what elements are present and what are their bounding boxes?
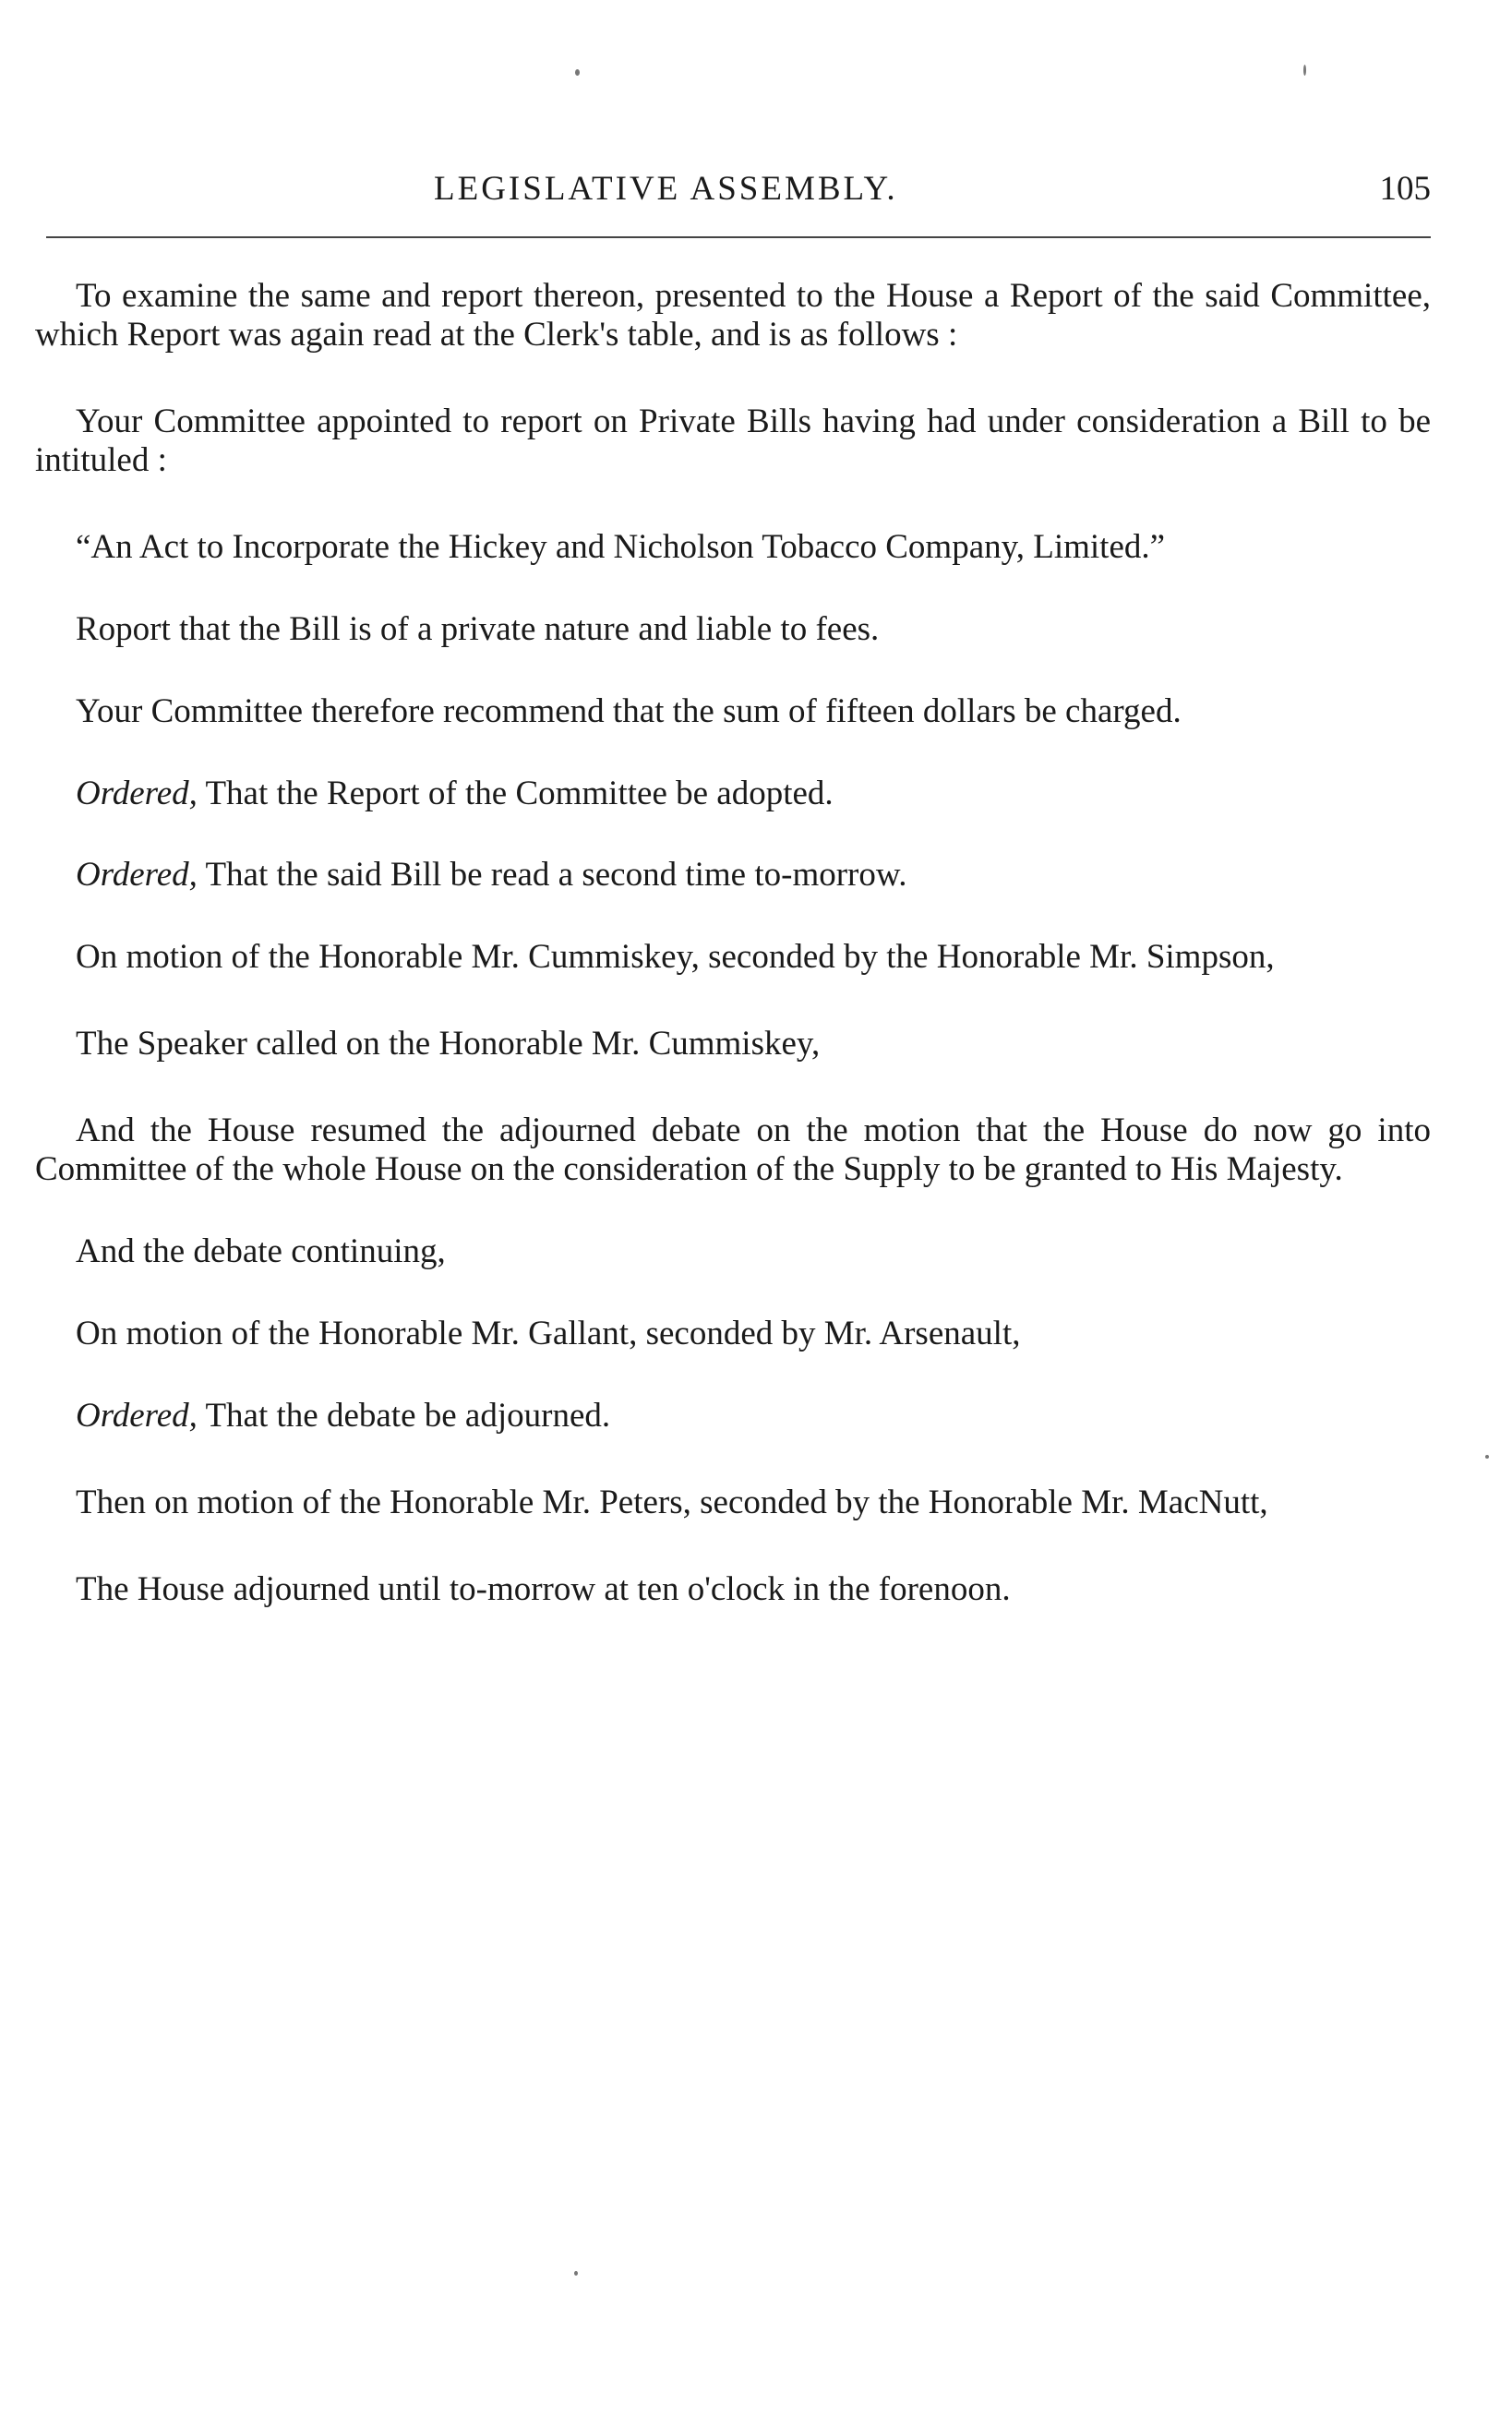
paragraph-motion-cummiskey: On motion of the Honorable Mr. Cummiskey, seconded by the Honorable Mr. Simpson, (76, 938, 1275, 976)
order-lead: Ordered, (76, 856, 198, 894)
paragraph-debate-continuing: And the debate continuing, (76, 1232, 446, 1270)
paragraph-order-adopted (35, 775, 1431, 813)
page-number: 105 (1379, 170, 1431, 208)
paragraph-house-adjourned: The House adjourned until to-morrow at ten o'clock in the forenoon. (76, 1570, 1011, 1608)
order-text: That the Report of the Committee be adopted. (197, 775, 834, 812)
paragraph-debate-resumed: And the House resumed the adjourned debate on the motion that the House do now go into Committee of the whole House on the consideration of the Supply to be granted to His Majesty. (35, 1111, 1431, 1188)
paragraph-motion-gallant: On motion of the Honorable Mr. Gallant, seconded by Mr. Arsenault, (76, 1315, 1021, 1352)
paragraph-bill-title: “An Act to Incorporate the Hickey and Nicholson Tobacco Company, Limited.” (76, 528, 1166, 566)
body-text (35, 277, 1431, 1609)
header-rule (46, 236, 1431, 238)
order-text: That the said Bill be read a second time to-morrow. (197, 856, 907, 894)
print-speck (575, 69, 580, 76)
page-header (46, 169, 1431, 215)
paragraph-order-second-reading (35, 856, 1431, 895)
paragraph-report-fees: Roport that the Bill is of a private nature and liable to fees. (76, 610, 880, 648)
paragraph-committee-report: To examine the same and report thereon, presented to the House a Report of the said Committee, which Report was again read at the Clerk's table, and is as follows : (35, 277, 1431, 354)
print-speck (1485, 1455, 1489, 1459)
print-speck (1303, 65, 1306, 76)
paragraph-speaker-called: The Speaker called on the Honorable Mr. Cummiskey, (76, 1025, 821, 1063)
order-lead: Ordered, (76, 775, 198, 812)
running-head: LEGISLATIVE ASSEMBLY. (434, 170, 898, 208)
print-speck (574, 2271, 578, 2276)
order-lead: Ordered, (76, 1397, 198, 1435)
order-text: That the debate be adjourned. (197, 1397, 611, 1435)
paragraph-motion-peters: Then on motion of the Honorable Mr. Peters, seconded by the Honorable Mr. MacNutt, (76, 1484, 1268, 1521)
paragraph-order-debate-adjourned (35, 1397, 1431, 1436)
paragraph-private-bills: Your Committee appointed to report on Private Bills having had under consideration a Bill to be intituled : (35, 402, 1431, 479)
paragraph-recommend-charge: Your Committee therefore recommend that the sum of fifteen dollars be charged. (76, 692, 1182, 730)
